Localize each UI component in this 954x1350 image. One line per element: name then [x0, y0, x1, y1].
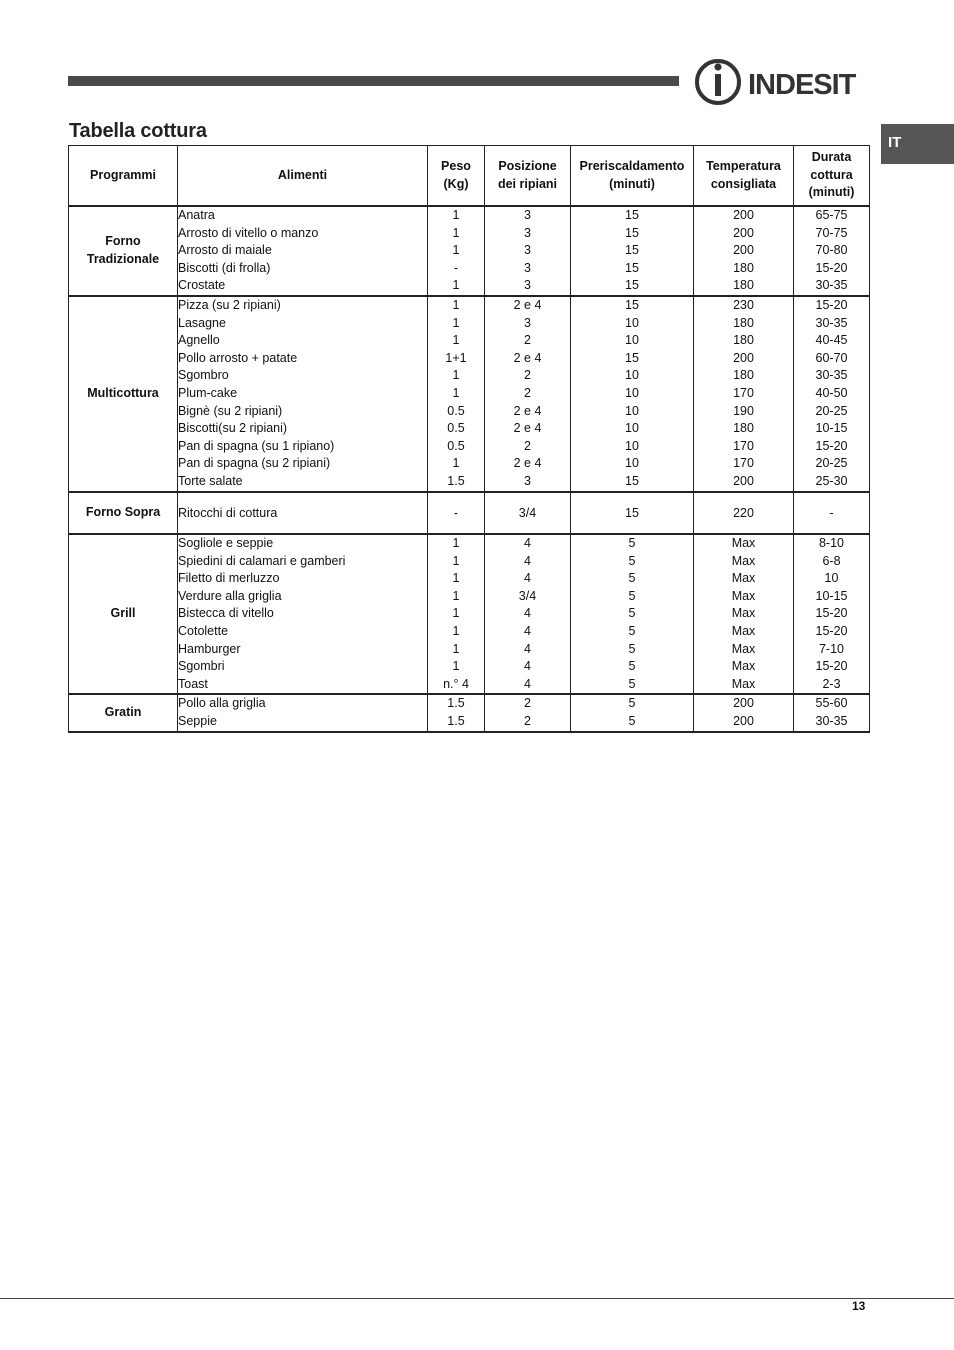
cell-value: Max	[731, 606, 756, 621]
cell-value: 180	[733, 260, 754, 275]
cell-value: Max	[731, 571, 756, 586]
cell-value: 15	[625, 278, 639, 293]
cell-value: -	[453, 260, 459, 275]
cell-value: 4	[524, 676, 531, 691]
cell-value: 10-15	[815, 588, 848, 603]
cell-value: 1	[452, 297, 460, 312]
cell-value: Max	[731, 536, 756, 551]
header-position: Posizione dei ripiani	[485, 146, 571, 207]
cell-value: 5	[628, 571, 636, 586]
cell-value: 30-35	[815, 368, 848, 383]
program-cell	[69, 694, 178, 731]
cell-value: Biscotti (di frolla)	[178, 260, 271, 275]
cell-value: 2	[524, 438, 531, 453]
cell-value: Sogliole e seppie	[178, 536, 274, 551]
cell-value: 0.5	[447, 421, 465, 436]
cell-value: 1	[452, 385, 460, 400]
cell-value: Plum-cake	[178, 385, 238, 400]
cell-value: 4	[524, 553, 531, 568]
cell-value: 5	[628, 588, 636, 603]
cell-value: 2	[524, 333, 531, 348]
cell-value: 30-35	[815, 714, 848, 729]
cell-value: Cotolette	[178, 624, 229, 639]
cell-value: 180	[733, 368, 754, 383]
program-name: Forno	[105, 234, 141, 249]
program-name: Tradizionale	[86, 251, 160, 266]
cell-value: Agnello	[178, 333, 220, 348]
cell-value: 4	[524, 571, 531, 586]
cell-value: 1	[452, 315, 460, 330]
cell-value: 15	[625, 505, 639, 520]
cell-value: 220	[733, 505, 754, 520]
cell-value: Seppie	[178, 714, 217, 729]
cell-value: 4	[524, 659, 531, 674]
foods-cell	[178, 534, 428, 694]
cell-value: 10	[625, 315, 639, 330]
cell-value: Arrosto di vitello o manzo	[178, 225, 319, 240]
cell-value: Ritocchi di cottura	[178, 505, 278, 520]
cell-value: 200	[733, 350, 754, 365]
cell-value: Lasagne	[178, 315, 226, 330]
preheat-cell	[571, 694, 694, 731]
cell-value: Verdure alla griglia	[178, 588, 282, 603]
cell-value: 200	[733, 225, 754, 240]
table-row	[69, 492, 870, 535]
cell-value: 10	[625, 438, 639, 453]
table-row	[69, 694, 870, 731]
cell-value: 7-10	[818, 641, 845, 656]
cell-value: 0.5	[447, 403, 465, 418]
cell-value: Arrosto di maiale	[178, 243, 272, 258]
cell-value: 65-75	[815, 208, 848, 222]
cell-value: 20-25	[815, 456, 848, 471]
temperature-cell	[694, 206, 794, 296]
cell-value: 15	[625, 225, 639, 240]
cell-value: 15-20	[815, 297, 848, 312]
duration-cell	[794, 492, 870, 535]
program-name: Gratin	[104, 705, 142, 720]
cell-value: 180	[733, 421, 754, 436]
cell-value: 1.5	[447, 696, 465, 711]
cell-value: 4	[524, 624, 531, 639]
cell-value: Pollo arrosto + patate	[178, 350, 298, 365]
cell-value: 1	[452, 606, 460, 621]
cell-value: Pan di spagna (su 1 ripiano)	[178, 438, 335, 453]
cell-value: 10	[625, 421, 639, 436]
cell-value: 5	[628, 536, 636, 551]
duration-cell	[794, 206, 870, 296]
cell-value: Biscotti(su 2 ripiani)	[178, 421, 288, 436]
cell-value: 3	[524, 473, 531, 488]
cell-value: 1	[452, 641, 460, 656]
program-cell	[69, 296, 178, 492]
cell-value: 6-8	[822, 553, 841, 568]
table-body	[69, 206, 870, 732]
cell-value: 2 e 4	[513, 350, 542, 365]
cell-value: 1	[452, 536, 460, 551]
cell-value: 15-20	[815, 659, 848, 674]
cell-value: Hamburger	[178, 641, 241, 656]
cell-value: 1	[452, 225, 460, 240]
cell-value: 1+1	[445, 350, 467, 365]
cell-value: Anatra	[178, 208, 215, 222]
cell-value: 55-60	[815, 696, 848, 711]
cell-value: 8-10	[818, 536, 845, 551]
cell-value: 70-75	[815, 225, 848, 240]
cell-value: 3	[524, 225, 531, 240]
cell-value: Max	[731, 624, 756, 639]
temperature-cell	[694, 534, 794, 694]
page-title: Tabella cottura	[69, 120, 207, 142]
cell-value: 15-20	[815, 624, 848, 639]
weight-cell	[428, 296, 485, 492]
cell-value: 1	[452, 659, 460, 674]
position-cell	[485, 534, 571, 694]
temperature-cell	[694, 296, 794, 492]
header-duration: Durata cottura (minuti)	[794, 146, 870, 207]
cell-value: 1	[452, 624, 460, 639]
cell-value: 10	[625, 456, 639, 471]
cell-value: Pollo alla griglia	[178, 696, 266, 711]
weight-cell	[428, 694, 485, 731]
cell-value: 10-15	[815, 421, 848, 436]
foods-cell	[178, 694, 428, 731]
position-cell	[485, 206, 571, 296]
program-name: Multicottura	[87, 385, 159, 400]
cell-value: 4	[524, 536, 531, 551]
cell-value: 180	[733, 315, 754, 330]
cell-value: Bistecca di vitello	[178, 606, 274, 621]
cell-value: n.° 4	[443, 676, 469, 691]
cell-value: 180	[733, 333, 754, 348]
cell-value: Toast	[178, 676, 208, 691]
cell-value: 1	[452, 456, 460, 471]
cell-value: 1	[452, 588, 460, 603]
cell-value: 4	[524, 606, 531, 621]
duration-cell	[794, 534, 870, 694]
cell-value: 1.5	[447, 473, 465, 488]
preheat-cell	[571, 534, 694, 694]
cell-value: 200	[733, 208, 754, 222]
cell-value: Crostate	[178, 278, 226, 293]
cell-value: 15	[625, 243, 639, 258]
header-weight: Peso (Kg)	[428, 146, 485, 207]
weight-cell	[428, 206, 485, 296]
program-name: Grill	[110, 606, 136, 621]
position-cell	[485, 492, 571, 535]
cell-value: 20-25	[815, 403, 848, 418]
cell-value: Max	[731, 659, 756, 674]
cell-value: Bignè (su 2 ripiani)	[178, 403, 283, 418]
cooking-table	[68, 145, 870, 733]
cell-value: 3	[524, 260, 531, 275]
cell-value: 3/4	[518, 505, 537, 520]
cell-value: 5	[628, 553, 636, 568]
header-temperature: Temperatura consigliata	[694, 146, 794, 207]
cell-value: 10	[625, 385, 639, 400]
cell-value: 15	[625, 297, 639, 312]
preheat-cell	[571, 492, 694, 535]
preheat-cell	[571, 296, 694, 492]
preheat-cell	[571, 206, 694, 296]
cell-value: 10	[824, 571, 839, 586]
cell-value: 3/4	[518, 588, 537, 603]
program-cell	[69, 206, 178, 296]
cell-value: 15-20	[815, 438, 848, 453]
cell-value: 10	[625, 368, 639, 383]
foods-cell	[178, 206, 428, 296]
cell-value: 2	[524, 368, 531, 383]
cell-value: 170	[733, 438, 754, 453]
cell-value: 40-50	[815, 385, 848, 400]
cell-value: 3	[524, 208, 531, 222]
program-cell	[69, 492, 178, 535]
cell-value: 5	[628, 696, 636, 711]
cell-value: 15	[625, 260, 639, 275]
foods-cell	[178, 492, 428, 535]
svg-text:INDESIT: INDESIT	[748, 69, 856, 101]
cell-value: 2-3	[822, 676, 841, 691]
table-row	[69, 206, 870, 296]
cell-value: 10	[625, 403, 639, 418]
header-foods: Alimenti	[178, 146, 428, 207]
indesit-logo	[694, 56, 872, 106]
cell-value: 1	[452, 278, 460, 293]
cell-value: 5	[628, 676, 636, 691]
cell-value: Max	[731, 676, 756, 691]
weight-cell	[428, 534, 485, 694]
position-cell	[485, 296, 571, 492]
cell-value: Sgombro	[178, 368, 229, 383]
cell-value: 1	[452, 333, 460, 348]
table-row	[69, 296, 870, 492]
cell-value: 1	[452, 368, 460, 383]
cell-value: 200	[733, 243, 754, 258]
header-bar	[68, 76, 679, 86]
cell-value: 2 e 4	[513, 421, 542, 436]
cell-value: 200	[733, 696, 754, 711]
page-number: 13	[852, 1299, 866, 1313]
cell-value: 40-45	[815, 333, 848, 348]
cell-value: -	[453, 505, 459, 520]
cell-value: 5	[628, 714, 636, 729]
cell-value: Pizza (su 2 ripiani)	[178, 297, 281, 312]
header-program: Programmi	[69, 146, 178, 207]
cell-value: 1.5	[447, 714, 465, 729]
cell-value: 30-35	[815, 315, 848, 330]
cell-value: 1	[452, 243, 460, 258]
cell-value: 5	[628, 641, 636, 656]
cell-value: 5	[628, 659, 636, 674]
cell-value: 2	[524, 385, 531, 400]
table-row	[69, 534, 870, 694]
cell-value: 2	[524, 696, 531, 711]
cell-value: 4	[524, 641, 531, 656]
cell-value: 2 e 4	[513, 297, 542, 312]
cell-value: 3	[524, 315, 531, 330]
cell-value: 25-30	[815, 473, 848, 488]
cell-value: Torte salate	[178, 473, 243, 488]
temperature-cell	[694, 492, 794, 535]
cell-value: 1	[452, 571, 460, 586]
cell-value: 190	[733, 403, 754, 418]
weight-cell	[428, 492, 485, 535]
cell-value: 3	[524, 278, 531, 293]
cell-value: 70-80	[815, 243, 848, 258]
cell-value: 1	[452, 553, 460, 568]
duration-cell	[794, 694, 870, 731]
header-preheat: Preriscaldamento (minuti)	[571, 146, 694, 207]
cell-value: 0.5	[447, 438, 465, 453]
cell-value: 30-35	[815, 278, 848, 293]
cell-value: 5	[628, 624, 636, 639]
cell-value: Max	[731, 553, 756, 568]
cell-value: 15-20	[815, 606, 848, 621]
cell-value: 60-70	[815, 350, 848, 365]
cell-value: 230	[733, 297, 754, 312]
temperature-cell	[694, 694, 794, 731]
table-header-row	[69, 146, 870, 207]
cell-value: 10	[625, 333, 639, 348]
program-name: Forno Sopra	[85, 505, 161, 519]
cell-value: 200	[733, 473, 754, 488]
cell-value: 5	[628, 606, 636, 621]
cell-value: 2 e 4	[513, 403, 542, 418]
cell-value: 170	[733, 385, 754, 400]
cell-value: 15-20	[815, 260, 848, 275]
cell-value: 15	[625, 208, 639, 222]
cell-value: Pan di spagna (su 2 ripiani)	[178, 456, 331, 471]
cell-value: Spiedini di calamari e gamberi	[178, 553, 346, 568]
cell-value: 1	[452, 208, 460, 222]
language-tab[interactable]: IT	[881, 124, 954, 164]
cell-value: 200	[733, 714, 754, 729]
program-cell	[69, 534, 178, 694]
cell-value: 170	[733, 456, 754, 471]
position-cell	[485, 694, 571, 731]
cell-value: 2 e 4	[513, 456, 542, 471]
cell-value: 2	[524, 714, 531, 729]
cell-value: -	[829, 505, 834, 520]
footer-divider	[0, 1298, 954, 1299]
foods-cell	[178, 296, 428, 492]
cell-value: Sgombri	[178, 659, 225, 674]
cell-value: Max	[731, 641, 756, 656]
cell-value: 15	[625, 473, 639, 488]
duration-cell	[794, 296, 870, 492]
cell-value: 15	[625, 350, 639, 365]
cell-value: Filetto di merluzzo	[178, 571, 280, 586]
cell-value: 180	[733, 278, 754, 293]
cell-value: 3	[524, 243, 531, 258]
cell-value: Max	[731, 588, 756, 603]
